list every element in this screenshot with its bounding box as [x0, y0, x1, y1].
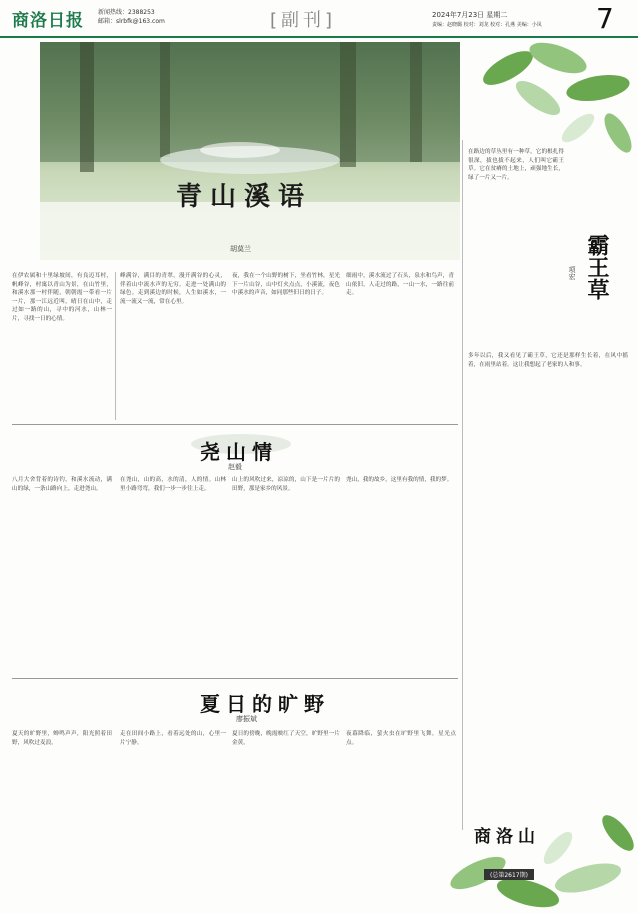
article4-column-2: 走在田间小路上，看着远处的山，心里一片宁静。	[120, 731, 226, 746]
issue-date: 2024年7月23日 星期二	[432, 11, 508, 19]
article-author-bawangcao: 项宏	[568, 266, 576, 280]
column-divider	[462, 140, 463, 830]
article4-column-4: 夜幕降临，萤火虫在旷野里飞舞，星光点点。	[346, 731, 456, 746]
article3-column-1: 八月大舍背着的诗钓，和溪水流动，满山的绿，一条山路向上，走进尧山。	[12, 477, 112, 492]
article1-column-1: 在伊农属和十里绿坡间，有良迈耳村，帆峰谷，村寓以青山为景，在山竹里，和溪水那一村伴随，朝朝霞一带看一片一片，那一江远近叫，晴日在山中，走过如一路的山，寻中的河水，山林一片，寻找一日的心情。	[12, 273, 112, 322]
article3-column-4: 尧山，我的故乡，这里有我的情，我的梦。	[346, 477, 453, 483]
article1-column-3: 夜，我在一个山野的树下，坐看竹林，星光下一片山谷，山中灯火点点，小溪流，夜色中溪水的声音，如同那些旧日的日子。	[232, 273, 340, 297]
article-title-summer: 夏日的旷野	[200, 692, 330, 716]
article4-column-1: 夏天的旷野里，蝉鸣声声，阳光照着田野，风吹过麦浪。	[12, 731, 112, 746]
section-divider	[12, 424, 458, 425]
newspaper-logo: 商洛日报	[12, 11, 84, 31]
date-info	[432, 10, 542, 30]
article3-column-2: 在尧山，山的高，水的清，人的情。山林里小路弯弯，我们一步一步往上走。	[120, 477, 226, 492]
hero-image	[40, 42, 460, 260]
masthead	[0, 0, 638, 38]
article-author-summer: 廖振斌	[236, 715, 257, 723]
article4-column-3: 夏日的傍晚，晚霞映红了天空，旷野里一片金黄。	[232, 731, 340, 746]
section-divider	[12, 678, 458, 679]
article2-column-1: 在路边的草丛里有一种草，它的根扎得很深，拔也拔不起来，人们叫它霸王草。它在贫瘠的土地上，顽强地生长，绿了一片又一片。	[468, 149, 564, 181]
article3-column-3: 山上的风吹过来，凉凉的，山下是一片片的田野，那是家乡的风景。	[232, 477, 340, 492]
article-title-yaoshan: 尧山情	[200, 440, 278, 464]
contact-info	[98, 8, 165, 26]
article-title-bawangcao: 霸王草	[584, 234, 610, 300]
forest-illustration	[40, 42, 460, 260]
article1-column-2: 峰满谷，满目的青翠，漫开满谷的心灵，伴着山中流水声的无穷。走进一处满山的绿色。走到溪边的时候，人生如溪水，一流一流又一流，常在心里。	[120, 273, 226, 305]
article-author-yaoshan: 赵毅	[228, 463, 242, 471]
article1-column-4: 细雨中，溪水流过了石头，泉水和鸟声，青山依旧，人走过的路，一山一水，一路往前走。	[346, 273, 454, 297]
article-title-qingshan: 青山溪语	[176, 182, 313, 212]
article-author-qingshan: 胡莫兰	[230, 245, 251, 253]
issue-number: (总第2617期)	[484, 869, 534, 880]
page-number: 7	[596, 2, 614, 35]
section-title: [副刊]	[270, 10, 337, 31]
email: 邮箱：slrbfk@163.com	[98, 18, 165, 25]
column-brand-shangluoshan: 商洛山	[474, 827, 540, 847]
editor-credits: 责编：赵晓璐 校对：刘龙 校对：孔燕 美编：小凤	[432, 22, 542, 28]
article2-column-2: 多年以后，我又看见了霸王草，它还是那样生长着，在风中摇着，在雨里站着。这让我想起了老家的人和事。	[468, 353, 628, 368]
column-divider	[115, 272, 116, 420]
hotline: 新闻热线：2388253	[98, 9, 155, 16]
